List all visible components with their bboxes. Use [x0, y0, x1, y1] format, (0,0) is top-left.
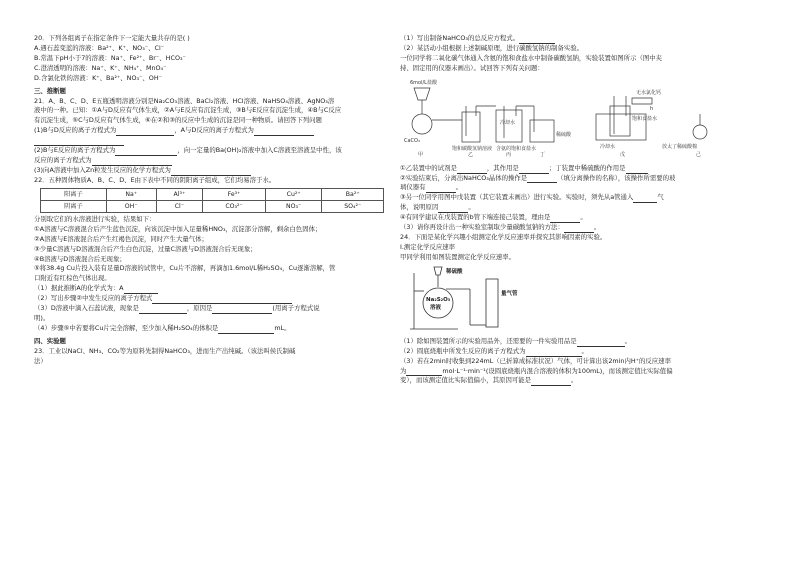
rate-apparatus-figure	[400, 265, 760, 331]
answer-blank[interactable]	[124, 286, 158, 294]
answer-blank[interactable]	[218, 326, 274, 334]
label-bing: 丙	[506, 151, 512, 158]
q22-analysis: 分别取它们的水溶液进行实验，结果如下：	[34, 214, 156, 223]
q24-sub-1	[400, 337, 760, 347]
q22-s4-text: （4）步骤⑤中若要将Cu片完全溶解，至少加入稀H₂SO₄的体积是	[34, 323, 219, 332]
q22-s4-unit: mL。	[274, 323, 291, 332]
label-sat-nahco3: 饱和碳酸氢钠溶液	[452, 145, 493, 152]
q22-sub-1	[34, 284, 394, 294]
q23-tail-1: 。	[455, 183, 462, 192]
q24-sub-3: （3）若在2min时收集到224mL（已折算成标准状况）气体，可计算出该2min内H⁺的反应速率	[400, 356, 671, 365]
q23-q5	[400, 223, 760, 233]
answer-blank[interactable]	[438, 205, 468, 213]
q22-sub-2	[34, 294, 394, 304]
answer-blank[interactable]	[564, 225, 594, 233]
q23-q1b-text: ，其作用是	[486, 163, 519, 172]
label-cotton: 放太了稀硫酸棉	[662, 143, 698, 150]
label-caco3: CaCO₃	[404, 137, 420, 144]
q20-stem: 20．下列各组离子在指定条件下一定能大量共存的是( )	[34, 34, 190, 42]
q23-tail-4: 。	[593, 223, 601, 232]
q21-part-2	[34, 146, 394, 156]
q21-p2b-text: ，向一定量的Ba(OH)₂溶液中加入C溶液至溶液呈中性，该	[177, 146, 342, 155]
q20-option-d: D.含氯化铁的溶液：K⁺、Ba²⁺、NO₃⁻、OH⁻	[34, 73, 163, 82]
label-wu: 戊	[620, 151, 626, 158]
q23-q3	[400, 193, 760, 203]
q22-s3-text: （3）D溶液中滴入石蕊试液，现象是	[34, 304, 139, 313]
label-sat-salt: 饱和食盐水	[632, 115, 658, 122]
answer-blank[interactable]	[212, 306, 272, 314]
answer-blank[interactable]	[519, 36, 555, 44]
q22-s3c-text: (用离子方程式说	[272, 304, 320, 313]
q22-s2-text: （2）写出步骤②中发生反应的离子方程式	[34, 294, 153, 303]
label-dilute-acid: 稀硫酸	[446, 268, 463, 275]
q21-p1b-text: ，A与D反应的离子方程式为	[174, 126, 254, 135]
answer-blank[interactable]	[526, 349, 582, 357]
q24-part-1: Ⅰ.测定化学反应速率	[400, 242, 456, 251]
label-ding: 丁	[540, 151, 546, 158]
answer-blank[interactable]	[426, 185, 456, 193]
table-row	[41, 188, 384, 200]
anion-label: 阴离子	[41, 200, 107, 212]
q21-part-3	[34, 166, 394, 176]
answer-blank[interactable]	[171, 168, 251, 176]
table-cell: Ba²⁺	[322, 188, 384, 200]
q23-q4	[400, 213, 760, 223]
label-gas-tube: 量气管	[501, 290, 518, 297]
q21-part-1-blank	[34, 136, 394, 146]
answer-blank[interactable]	[633, 195, 657, 203]
q21-line-2: 液中的一种。已知：①A与D反应有气体生成，②A与E反应有沉淀生成，③B与E反应有沉淀生成，④B与C反应	[34, 106, 342, 115]
label-ammonia-salt: 含氨的饱和食盐水	[496, 145, 537, 152]
right-column	[400, 34, 760, 534]
ion-table	[40, 188, 384, 213]
q22-exp-5: ⑤将38.4g Cu片投入装有足量D溶液的试管中，Cu片不溶解，再滴加1.6mol/L稀H₂SO₄，Cu逐渐溶解，管	[34, 264, 336, 273]
answer-blank[interactable]	[550, 215, 580, 223]
q22-s1-text: （1）据此推断A的化学式为：A	[34, 284, 124, 293]
table-cell: SO₄²⁻	[322, 200, 384, 212]
answer-blank[interactable]	[519, 166, 549, 174]
answer-blank[interactable]	[116, 128, 174, 136]
table-cell: CO₃²⁻	[203, 200, 266, 212]
label-na2s2o3: Na₂S₂O₃	[426, 296, 451, 303]
q23-q3c	[400, 203, 760, 213]
q23-q2-text: ②实验结束后，分离出NaHCO₃晶体的操作是	[400, 173, 528, 182]
q22-intro: 22．五种固体物质A、B、C、D、E由下表中不同的阴阳离子组成，它们均易溶于水。	[34, 175, 276, 184]
q23-line-2: 法）	[34, 356, 47, 365]
table-cell: NO₃⁻	[265, 200, 322, 212]
answer-blank[interactable]	[115, 148, 177, 156]
q22-exp-2: ②A溶液与E溶液混合后产生红褐色沉淀，同时产生大量气体；	[34, 234, 208, 243]
q21-p1-text: (1)B与D反应的离子方程式为	[34, 126, 117, 135]
q21-part-2c	[34, 156, 394, 166]
q23-q3c-text: 体，说明原因	[400, 203, 439, 212]
q21-p3-text: (3)向A溶液中加入Zn粒发生反应的化学方程式为	[34, 165, 171, 174]
q23-q1c-text: ；丁装置中稀硫酸的作用是	[548, 163, 626, 172]
table-cell: Na⁺	[106, 188, 156, 200]
q23-q2	[400, 174, 760, 184]
q21-part-1	[34, 126, 394, 136]
answer-blank[interactable]	[457, 166, 487, 174]
q23-q2b-text: （填分离操作的名称），该操作所需要的玻	[557, 173, 676, 182]
q24-tail-1: 。	[624, 336, 632, 345]
table-cell: Fe³⁺	[203, 188, 266, 200]
q23-tail-3: 。	[580, 213, 587, 222]
q23-q3-text: ③另一位同学用图中戊装置（其它装置未画出）进行实验。实验时，须先从a管通入	[400, 193, 634, 202]
q24-sub-3b	[400, 367, 760, 377]
q23-q2c-text: 璃仪器有	[400, 183, 426, 192]
q23-tail-2: 。	[468, 203, 475, 212]
q20-option-c: C.澄清透明的溶液：Na⁺、K⁺、NH₄⁺、MnO₄⁻	[34, 63, 167, 72]
q23-sub-2c: 持、固定用的仪器未画出）。试回答下列有关问题：	[400, 63, 544, 72]
q23-line-1: 23．工业以NaCl、NH₃、CO₂等为原料先制得NaHCO₃，进而生产出纯碱。（该法叫侯氏制碱	[34, 346, 296, 355]
label-dil-h2so4: 稀硫酸	[556, 131, 572, 138]
q22-sub-4	[34, 324, 394, 334]
label-anh-cacl2: 无水氯化钙	[636, 89, 662, 96]
q23-q2c	[400, 183, 760, 193]
q20-option-b: B.常温下pH小于7的溶液：Na⁺、Fe²⁺、Br⁻、HCO₃⁻	[34, 53, 186, 62]
answer-blank[interactable]	[527, 175, 557, 183]
q23-q1	[400, 164, 760, 174]
q21-p2c-text: 反应的离子方程式为	[34, 156, 92, 165]
q24-s3b-text: 为	[400, 366, 407, 375]
q23-sub-2b: 一位同学将二氧化碳气体通入含氨的饱和食盐水中制备碳酸氢钠，实验装置如图所示（图中夹	[400, 53, 663, 62]
label-yi: 乙	[468, 151, 474, 158]
q24-line-1: 甲同学利用如图装置测定化学反应速率。	[400, 252, 516, 261]
q22-exp-5b: 口附近有红棕色气体出现。	[34, 274, 111, 283]
q22-s3b-text: ，原因是	[186, 304, 213, 313]
q21-line-1: 21．A、B、C、D、E五瓶透明溶液分别是Na₂CO₃溶液、BaCl₂溶液、HCl溶液、NaHSO₄溶液、AgNO₃溶	[34, 96, 335, 105]
q24-tail-2: 。	[581, 346, 588, 355]
q23-q5-text: （3）请你再设计出一种实验室制取少量碳酸氢钠的方法：	[400, 223, 564, 232]
q23-s1-text: （1）写出制备NaHCO₃的总反应方程式。	[400, 34, 520, 42]
label-h: h	[650, 105, 654, 112]
answer-blank[interactable]	[152, 296, 292, 304]
answer-blank[interactable]	[531, 378, 571, 386]
label-jia: 甲	[418, 151, 424, 158]
q22-sub-3	[34, 304, 394, 314]
answer-blank[interactable]	[577, 339, 625, 347]
table-row	[41, 200, 384, 212]
table-cell: Cu²⁺	[265, 188, 322, 200]
funnel-shape	[414, 88, 430, 100]
section-4-heading: 四、实验题	[34, 336, 66, 345]
q24-sub-3d	[400, 376, 760, 386]
q21-p2-text: (2)B与E反应的离子方程式为	[34, 146, 116, 155]
label-ji: 己	[696, 151, 702, 158]
table-cell: Al³⁺	[156, 188, 203, 200]
answer-blank[interactable]	[139, 306, 187, 314]
q24-tail-3: 。	[571, 376, 578, 385]
label-cold-water: 冷却水	[500, 119, 516, 126]
q24-intro: 24．下面是某化学兴趣小组测定化学反应速率并探究其影响因素的实验。	[400, 233, 607, 242]
q23-q3b-text: 气	[657, 193, 664, 202]
q23-sub-1	[400, 34, 760, 44]
q22-exp-3: ③少量C溶液与D溶液混合后产生白色沉淀，过量C溶液与D溶液混合后无现象；	[34, 244, 257, 253]
q24-s3e-text: ，而该测定值比实际值偏小，其原因可能是	[409, 376, 532, 385]
left-column	[34, 34, 394, 534]
answer-blank[interactable]	[626, 166, 648, 174]
q20-option-a: A.遇石蕊变蓝的溶液：Ba²⁺、K⁺、NO₃⁻、Cl⁻	[34, 43, 165, 52]
answer-blank[interactable]	[34, 138, 124, 146]
q24-s3c-text: mol·L⁻¹·min⁻¹(设圆底烧瓶内混合溶液的体积为100mL)，而该测定值比实际值偏	[442, 366, 673, 375]
q24-s3f-text: 变）	[400, 376, 410, 385]
answer-blank[interactable]	[92, 158, 172, 166]
q21-line-3: 有沉淀生成，⑤C与D反应有气体生成，⑥在②和③的反应中生成的沉淀是同一种物质。请回答下列问题	[34, 116, 322, 125]
table-cell: OH⁻	[106, 200, 156, 212]
q23-q4-text: ④有同学建议在戊装置的b管下端连接己装置，理由是	[400, 213, 551, 222]
q22-exp-1: ①A溶液与C溶液混合后产生蓝色沉淀，向该沉淀中加入足量稀HNO₃，沉淀部分溶解，剩余白色固体；	[34, 224, 322, 233]
q23-sub-2: （2）某活动小组根据上述制碱原理，进行碳酸氢钠的制备实验。	[400, 43, 584, 52]
label-acid: 6mol/L盐酸	[410, 79, 437, 86]
q24-sub-2	[400, 347, 760, 357]
label-solution: 溶液	[430, 304, 442, 311]
q24-s2-text: （2）圆底烧瓶中所发生反应的离子方程式为	[400, 346, 526, 355]
q22-sub-3d: 明)。	[34, 314, 50, 323]
cation-label: 阳离子	[41, 188, 107, 200]
answer-blank[interactable]	[406, 368, 442, 376]
q22-exp-4: ④B溶液与D溶液混合后无现象；	[34, 254, 126, 263]
label-cold-water-2: 冷却水	[600, 143, 616, 150]
section-3-heading: 三、推断题	[34, 86, 66, 95]
q24-s1-text: （1）除如图装置所示的实验用品外，还需要的一件实验用品是	[400, 336, 577, 345]
answer-blank[interactable]	[254, 128, 314, 136]
apparatus-figure	[400, 76, 760, 158]
table-cell: Cl⁻	[156, 200, 203, 212]
q23-q1-text: ①乙装置中的试剂是	[400, 163, 457, 172]
